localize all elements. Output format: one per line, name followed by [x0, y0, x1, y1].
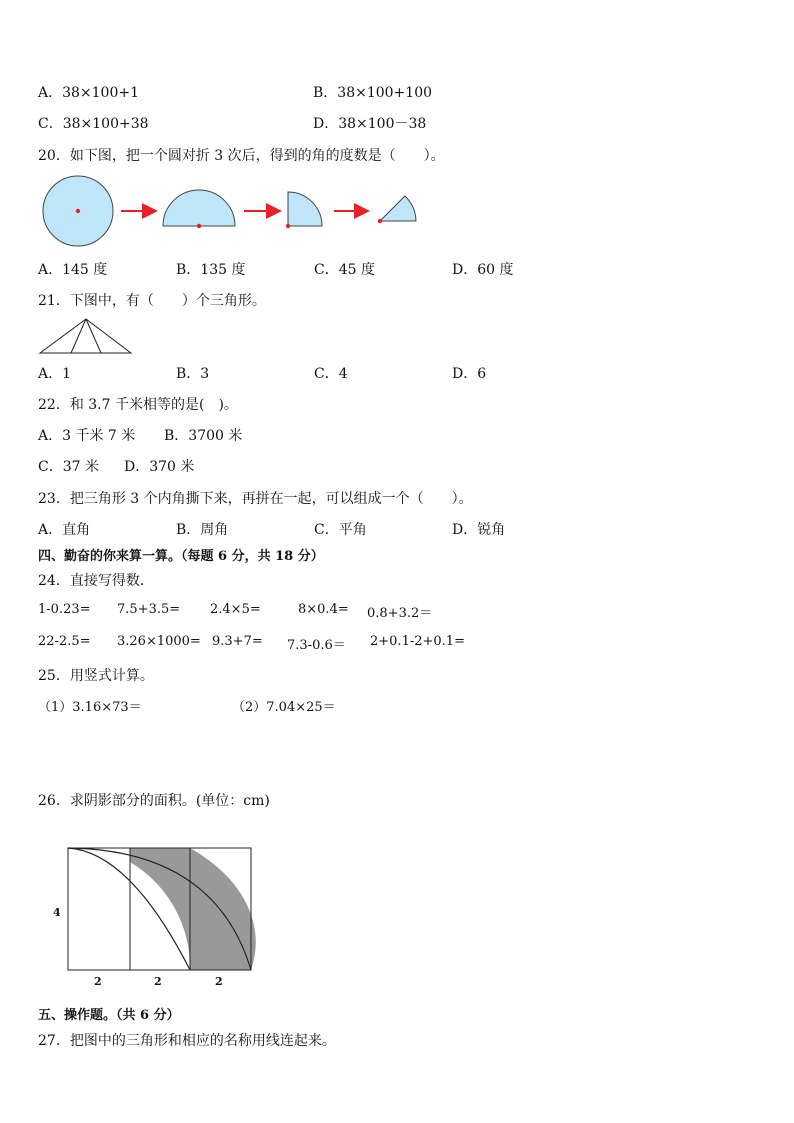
q26-height-label: 4: [53, 906, 61, 919]
q23-option-a: A．直角: [38, 522, 91, 538]
q24-row2-item3: 9.3+7=: [212, 634, 263, 649]
q25-question: 25．用竖式计算。: [38, 668, 154, 684]
q23-question: 23．把三角形 3 个内角撕下来，再拼在一起，可以组成一个（ ）。: [38, 491, 473, 507]
q24-row1-item4: 8×0.4=: [298, 602, 349, 617]
q24-row2-item1: 22-2.5=: [38, 634, 91, 649]
q19-option-b: B．38×100+100: [313, 85, 433, 101]
q24-row1-item3: 2.4×5=: [210, 602, 261, 617]
q22-option-c: C．37 米: [38, 459, 99, 475]
q19-option-c: C．38×100+38: [38, 116, 149, 132]
q20-question: 20．如下图，把一个圆对折 3 次后，得到的角的度数是（ ）。: [38, 148, 445, 164]
q19-option-a: A．38×100+1: [38, 85, 140, 101]
q20-option-b: B．135 度: [176, 262, 246, 278]
q22-question: 22．和 3.7 千米相等的是( )。: [38, 397, 238, 413]
shaded-region-right: [190, 848, 256, 970]
q23-option-b: B．周角: [176, 522, 229, 538]
q21-option-d: D．6: [452, 366, 487, 382]
section5-title: 五、操作题。（共 6 分）: [38, 1008, 180, 1023]
q26-width-label-2: 2: [154, 975, 162, 988]
q26-question: 26．求阴影部分的面积。(单位：cm): [38, 793, 270, 809]
q22-option-b: B．3700 米: [164, 428, 243, 444]
q22-option-a: A．3 千米 7 米: [38, 428, 136, 444]
q26-width-label-1: 2: [94, 975, 102, 988]
q24-row1-item2: 7.5+3.5=: [117, 602, 181, 617]
q23-option-d: D．锐角: [452, 522, 506, 538]
q24-row2-item5: 2+0.1-2+0.1=: [370, 634, 465, 649]
q20-option-a: A．145 度: [38, 262, 108, 278]
q20-option-c: C．45 度: [314, 262, 375, 278]
section4-title: 四、勤奋的你来算一算。（每题 6 分，共 18 分）: [38, 549, 324, 564]
q23-option-c: C．平角: [314, 522, 367, 538]
q24-row1-item1: 1-0.23=: [38, 602, 91, 617]
q26-width-label-3: 2: [215, 975, 223, 988]
q25-item1: （1）3.16×73＝: [38, 700, 142, 715]
q19-option-d: D．38×100－38: [313, 116, 427, 132]
q25-item2: （2）7.04×25＝: [232, 700, 336, 715]
q24-row2-item4: 7.3-0.6＝: [287, 638, 346, 653]
q20-option-d: D．60 度: [452, 262, 514, 278]
q21-option-b: B．3: [176, 366, 210, 382]
q24-row1-item5: 0.8+3.2＝: [367, 606, 433, 621]
q21-question: 21．下图中，有（ ）个三角形。: [38, 293, 266, 309]
q22-option-d: D．370 米: [124, 459, 195, 475]
shaded-region-middle: [130, 848, 190, 970]
q27-question: 27．把图中的三角形和相应的名称用线连起来。: [38, 1033, 336, 1049]
q24-row2-item2: 3.26×1000=: [117, 634, 201, 649]
q21-option-c: C．4: [314, 366, 348, 382]
q21-option-a: A．1: [38, 366, 72, 382]
q24-question: 24．直接写得数．: [38, 573, 154, 589]
